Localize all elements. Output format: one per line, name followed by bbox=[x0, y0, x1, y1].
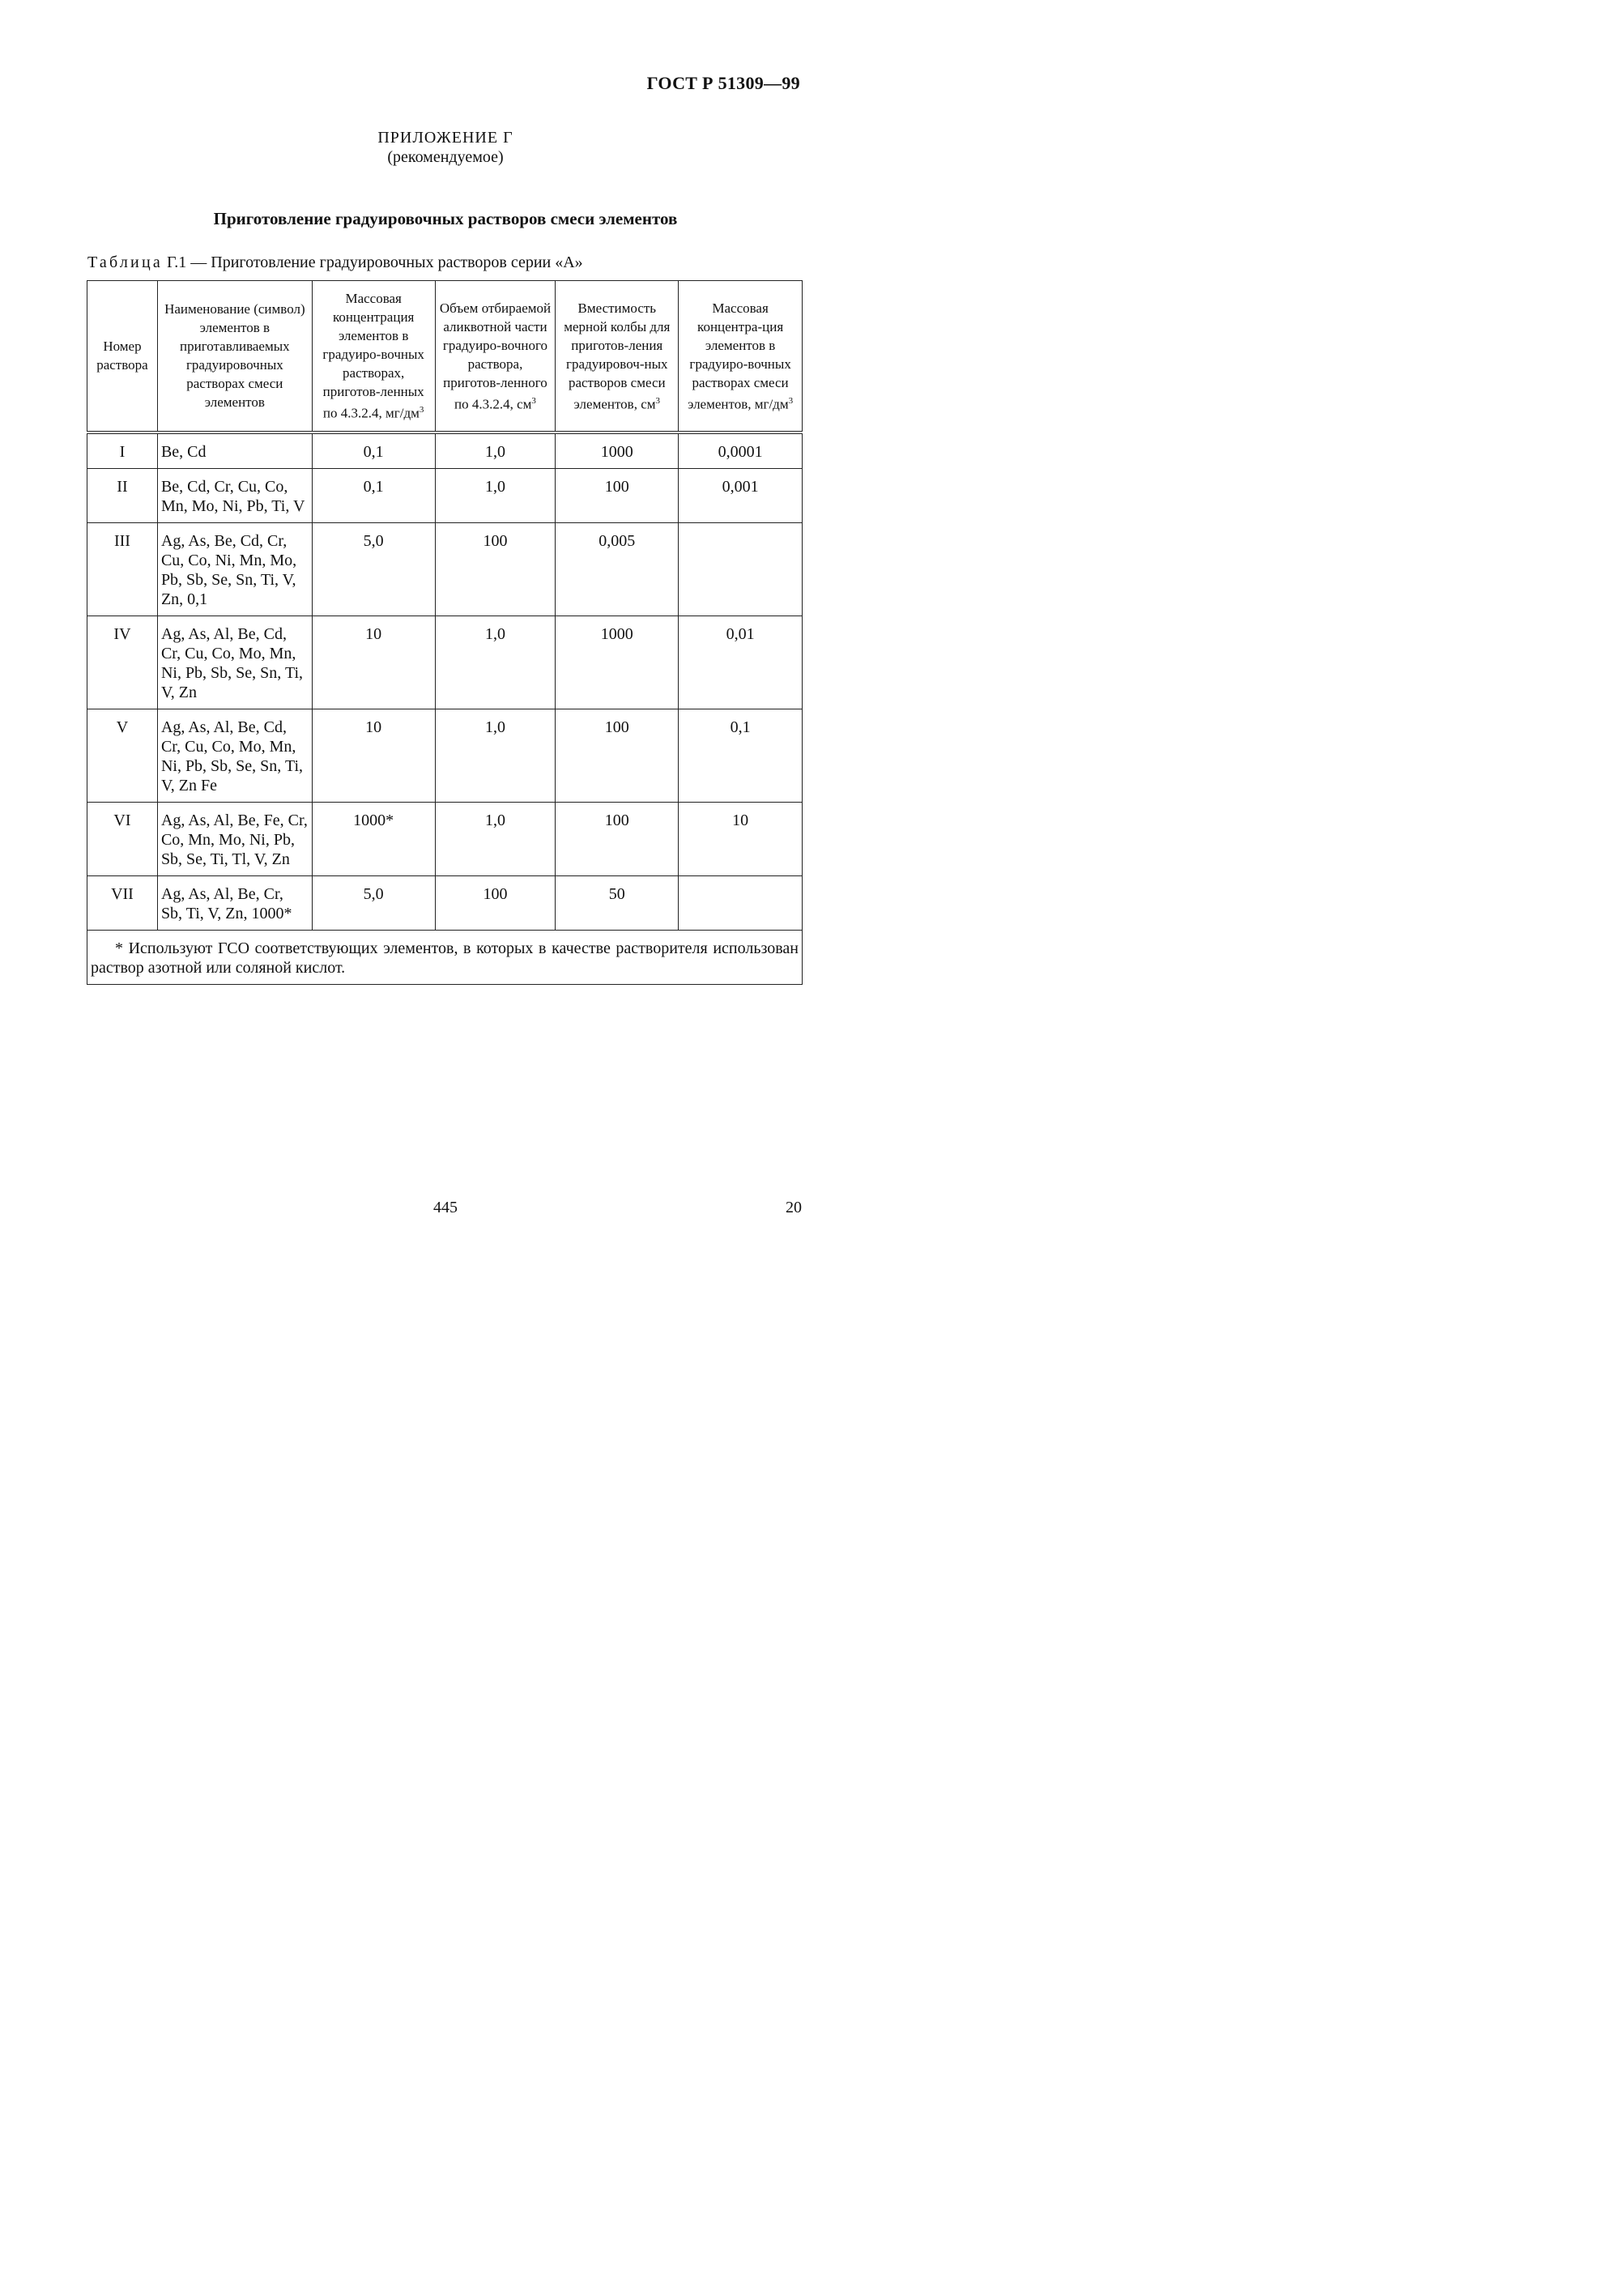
cell-aliquot-volume: 1,0 bbox=[435, 709, 556, 802]
cell-flask-capacity: 1000 bbox=[556, 616, 679, 709]
appendix-subtitle: (рекомендуемое) bbox=[387, 148, 504, 166]
table-footnote: * Используют ГСО соответствующих элементов, в которых в качестве растворителя использован раствор азотной или соляной кислот. bbox=[87, 930, 803, 984]
cell-solution-number: IV bbox=[87, 616, 158, 709]
cell-result-concentration bbox=[679, 522, 803, 616]
document-code: ГОСТ Р 51309—99 bbox=[646, 73, 800, 93]
cell-aliquot-volume: 1,0 bbox=[435, 432, 556, 469]
table-header-row bbox=[87, 281, 803, 432]
header-solution-number: Номер раствора bbox=[87, 281, 158, 432]
cell-result-concentration: 0,01 bbox=[679, 616, 803, 709]
cell-elements: Ag, As, Al, Be, Cr, Sb, Ti, V, Zn, 1000* bbox=[157, 875, 312, 930]
table-row bbox=[87, 616, 803, 709]
cell-aliquot-volume: 100 bbox=[435, 522, 556, 616]
table-row bbox=[87, 875, 803, 930]
cell-elements: Ag, As, Al, Be, Cd, Cr, Cu, Co, Mo, Mn, Ni, Pb, Sb, Se, Sn, Ti, V, Zn Fe bbox=[157, 709, 312, 802]
table-row bbox=[87, 802, 803, 875]
table-row bbox=[87, 709, 803, 802]
page-number: 445 bbox=[433, 1199, 458, 1216]
cell-elements: Be, Cd bbox=[157, 432, 312, 469]
cell-flask-capacity: 100 bbox=[556, 709, 679, 802]
header-aliquot-volume: Объем отбираемой аликвотной части градуиро-вочного раствора, приготов-ленного по 4.3.2.4, $см^3$ bbox=[435, 281, 556, 432]
cell-elements: Be, Cd, Cr, Cu, Co, Mn, Mo, Ni, Pb, Ti, V bbox=[157, 468, 312, 522]
cell-mass-concentration: 1000* bbox=[312, 802, 435, 875]
appendix-heading bbox=[0, 128, 891, 167]
cell-flask-capacity: 0,005 bbox=[556, 522, 679, 616]
cell-mass-concentration: 0,1 bbox=[312, 468, 435, 522]
section-title: Приготовление градуировочных растворов смеси элементов bbox=[213, 209, 678, 228]
header-element-names: Наименование (символ) элементов в приготавливаемых градуировочных растворах смеси элементов bbox=[157, 281, 312, 432]
cell-flask-capacity: 50 bbox=[556, 875, 679, 930]
cell-solution-number: V bbox=[87, 709, 158, 802]
table-caption-label: Таблица bbox=[87, 253, 163, 271]
table-row bbox=[87, 432, 803, 469]
cell-aliquot-volume: 1,0 bbox=[435, 616, 556, 709]
preparation-table bbox=[87, 280, 803, 985]
cell-aliquot-volume: 100 bbox=[435, 875, 556, 930]
header-result-concentration: Массовая концентра-ция элементов в градуиро-вочных растворах смеси элементов, $мг/дм^3$ bbox=[679, 281, 803, 432]
cell-flask-capacity: 100 bbox=[556, 468, 679, 522]
cell-result-concentration: 0,0001 bbox=[679, 432, 803, 469]
cell-elements: Ag, As, Al, Be, Fe, Cr, Co, Mn, Mo, Ni, Pb, Sb, Se, Ti, Tl, V, Zn bbox=[157, 802, 312, 875]
cell-aliquot-volume: 1,0 bbox=[435, 802, 556, 875]
cell-elements: Ag, As, Be, Cd, Cr, Cu, Co, Ni, Mn, Mo, Pb, Sb, Se, Sn, Ti, V, Zn, 0,1 bbox=[157, 522, 312, 616]
cell-flask-capacity: 1000 bbox=[556, 432, 679, 469]
header-mass-concentration: Массовая концентрация элементов в градуиро-вочных растворах, приготов-ленных по 4.3.2.4, $мг/дм^3$ bbox=[312, 281, 435, 432]
table-caption bbox=[87, 253, 583, 272]
cell-mass-concentration: 10 bbox=[312, 616, 435, 709]
cell-elements: Ag, As, Al, Be, Cd, Cr, Cu, Co, Mo, Mn, Ni, Pb, Sb, Se, Sn, Ti, V, Zn bbox=[157, 616, 312, 709]
cell-aliquot-volume: 1,0 bbox=[435, 468, 556, 522]
appendix-title: ПРИЛОЖЕНИЕ Г bbox=[377, 129, 513, 147]
cell-mass-concentration: 0,1 bbox=[312, 432, 435, 469]
table-row bbox=[87, 522, 803, 616]
table-footnote-row bbox=[87, 930, 803, 984]
table-caption-text: Г.1 — Приготовление градуировочных растворов серии «А» bbox=[166, 253, 583, 271]
cell-flask-capacity: 100 bbox=[556, 802, 679, 875]
cell-solution-number: VII bbox=[87, 875, 158, 930]
cell-solution-number: II bbox=[87, 468, 158, 522]
table-row bbox=[87, 468, 803, 522]
cell-solution-number: III bbox=[87, 522, 158, 616]
cell-result-concentration: 10 bbox=[679, 802, 803, 875]
cell-solution-number: VI bbox=[87, 802, 158, 875]
cell-mass-concentration: 5,0 bbox=[312, 522, 435, 616]
cell-mass-concentration: 5,0 bbox=[312, 875, 435, 930]
sheet-number: 20 bbox=[786, 1199, 802, 1216]
cell-result-concentration: 0,1 bbox=[679, 709, 803, 802]
cell-mass-concentration: 10 bbox=[312, 709, 435, 802]
cell-result-concentration bbox=[679, 875, 803, 930]
cell-result-concentration: 0,001 bbox=[679, 468, 803, 522]
cell-solution-number: I bbox=[87, 432, 158, 469]
header-flask-capacity: Вместимость мерной колбы для приготов-ления градуировоч-ных растворов смеси элементов, $см^3$ bbox=[556, 281, 679, 432]
